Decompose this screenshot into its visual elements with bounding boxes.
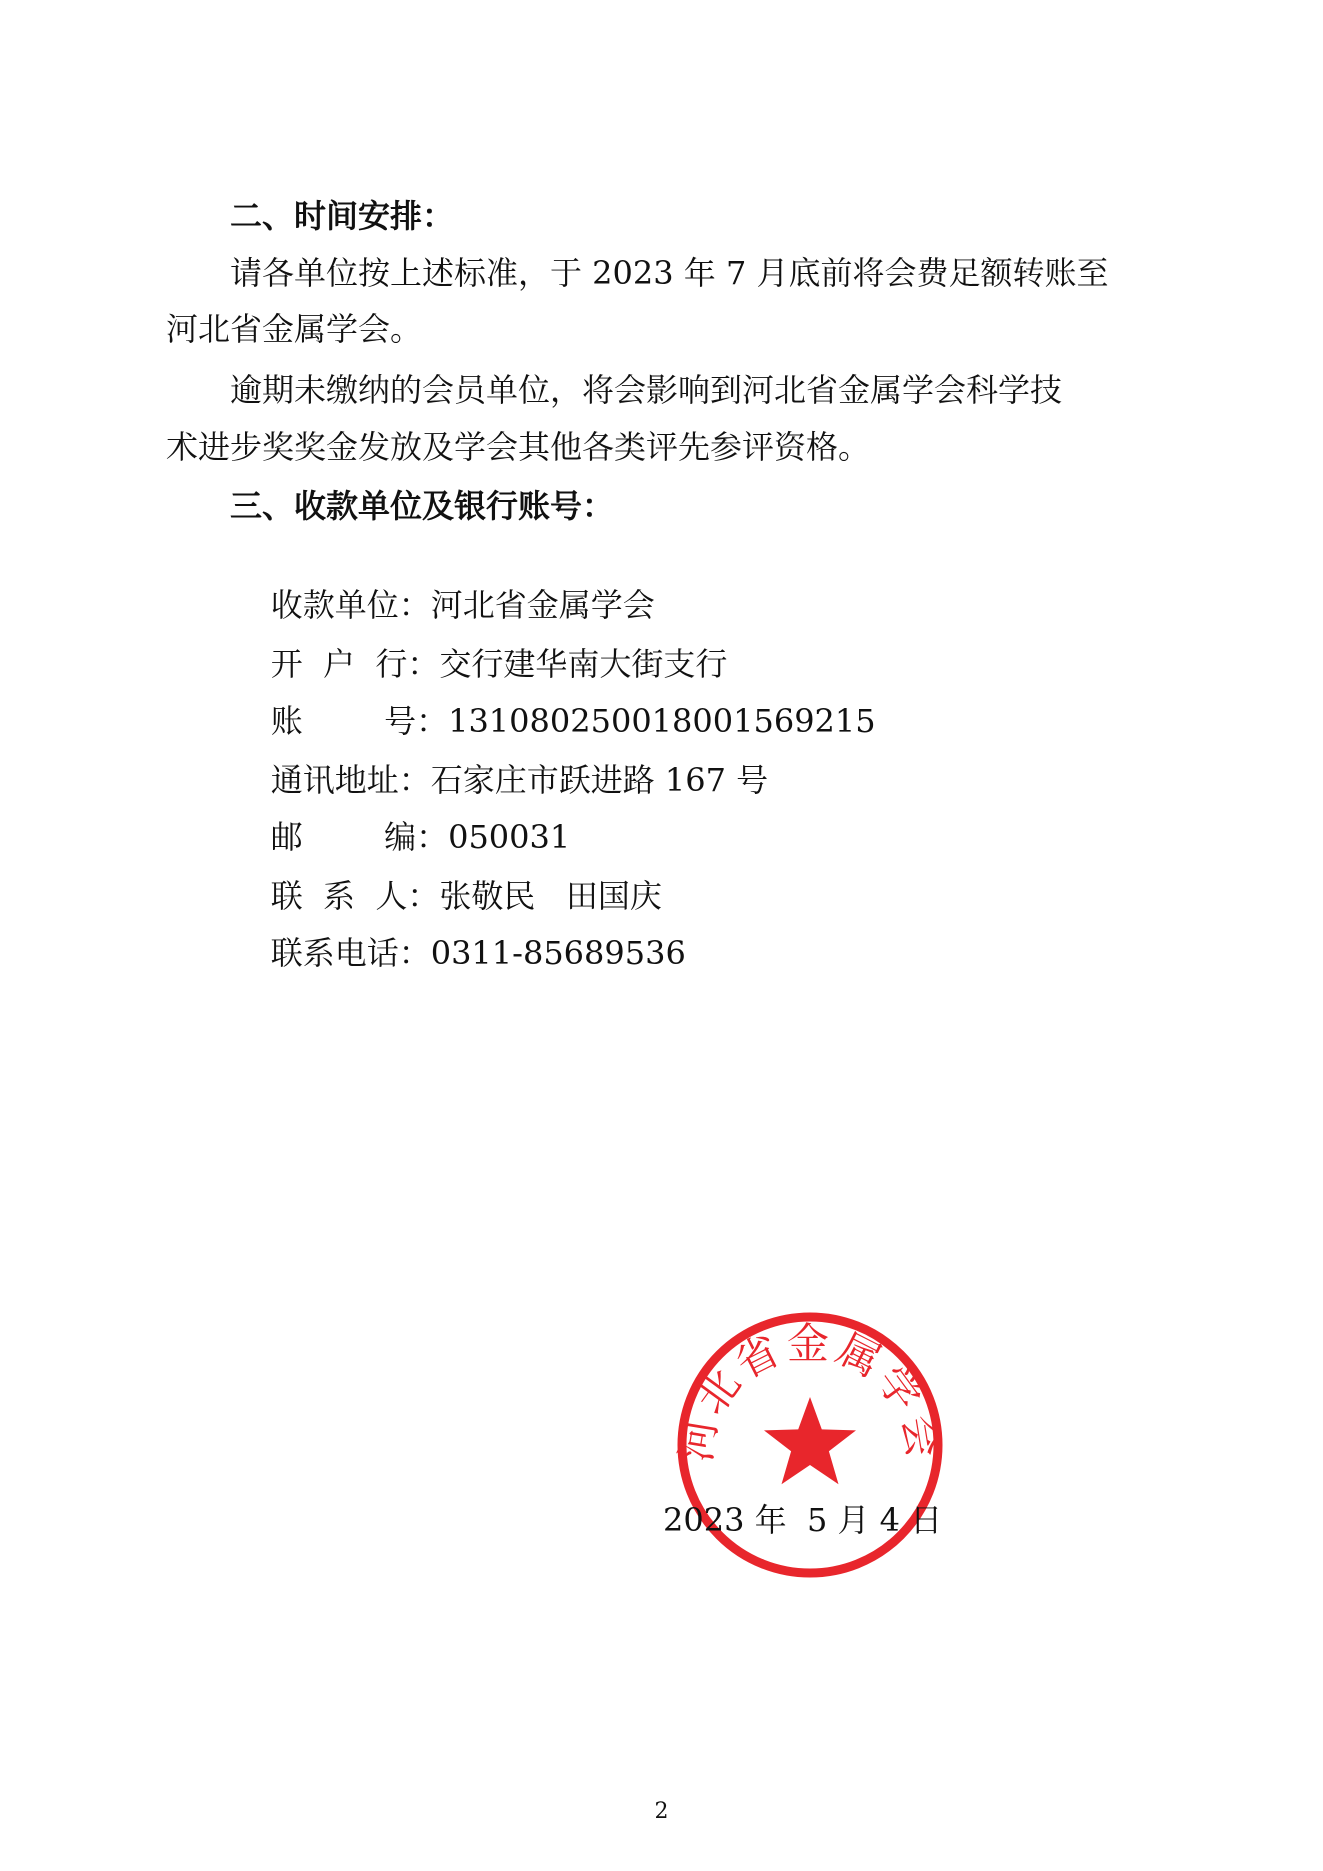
contact-person-label: 联 系 人： xyxy=(270,877,440,915)
bank-label: 开 户 行： xyxy=(270,645,440,683)
seal-graphic xyxy=(670,1305,950,1585)
page-number: 2 xyxy=(654,1799,669,1824)
payee-value: 河北省金属学会 xyxy=(430,586,655,624)
phone-label: 联系电话： xyxy=(270,934,431,972)
seal-text-path: 河北省金属学会 xyxy=(671,1319,949,1465)
account-value: 131080250018001569215 xyxy=(448,702,876,740)
bank-value: 交行建华南大街支行 xyxy=(439,645,728,683)
postcode-value: 050031 xyxy=(448,818,571,856)
section-2-heading: 二、时间安排： xyxy=(230,197,455,235)
seal-star-icon xyxy=(764,1397,856,1484)
section-2-para-1-line-2: 河北省金属学会。 xyxy=(166,310,423,348)
address-label: 通讯地址： xyxy=(270,761,431,799)
contact-person-value: 张敬民 田国庆 xyxy=(439,877,662,915)
issue-date: 2023 年 5 月 4 日 xyxy=(663,1501,943,1539)
phone-row xyxy=(230,893,686,1013)
section-2-para-1-line-1: 请各单位按上述标准，于 2023 年 7 月底前将会费足额转账至 xyxy=(230,254,1109,292)
postcode-label: 邮 编： xyxy=(270,818,449,856)
section-2-para-2-line-2: 术进步奖奖金发放及学会其他各类评先参评资格。 xyxy=(166,428,871,466)
phone-value: 0311-85689536 xyxy=(430,934,686,972)
official-seal xyxy=(670,1305,950,1585)
section-3-heading: 三、收款单位及银行账号： xyxy=(230,487,615,525)
payee-label: 收款单位： xyxy=(270,586,431,624)
account-label: 账 号： xyxy=(270,702,449,740)
address-value: 石家庄市跃进路 167 号 xyxy=(430,761,769,799)
section-2-para-2-line-1: 逾期未缴纳的会员单位，将会影响到河北省金属学会科学技 xyxy=(230,371,1063,409)
